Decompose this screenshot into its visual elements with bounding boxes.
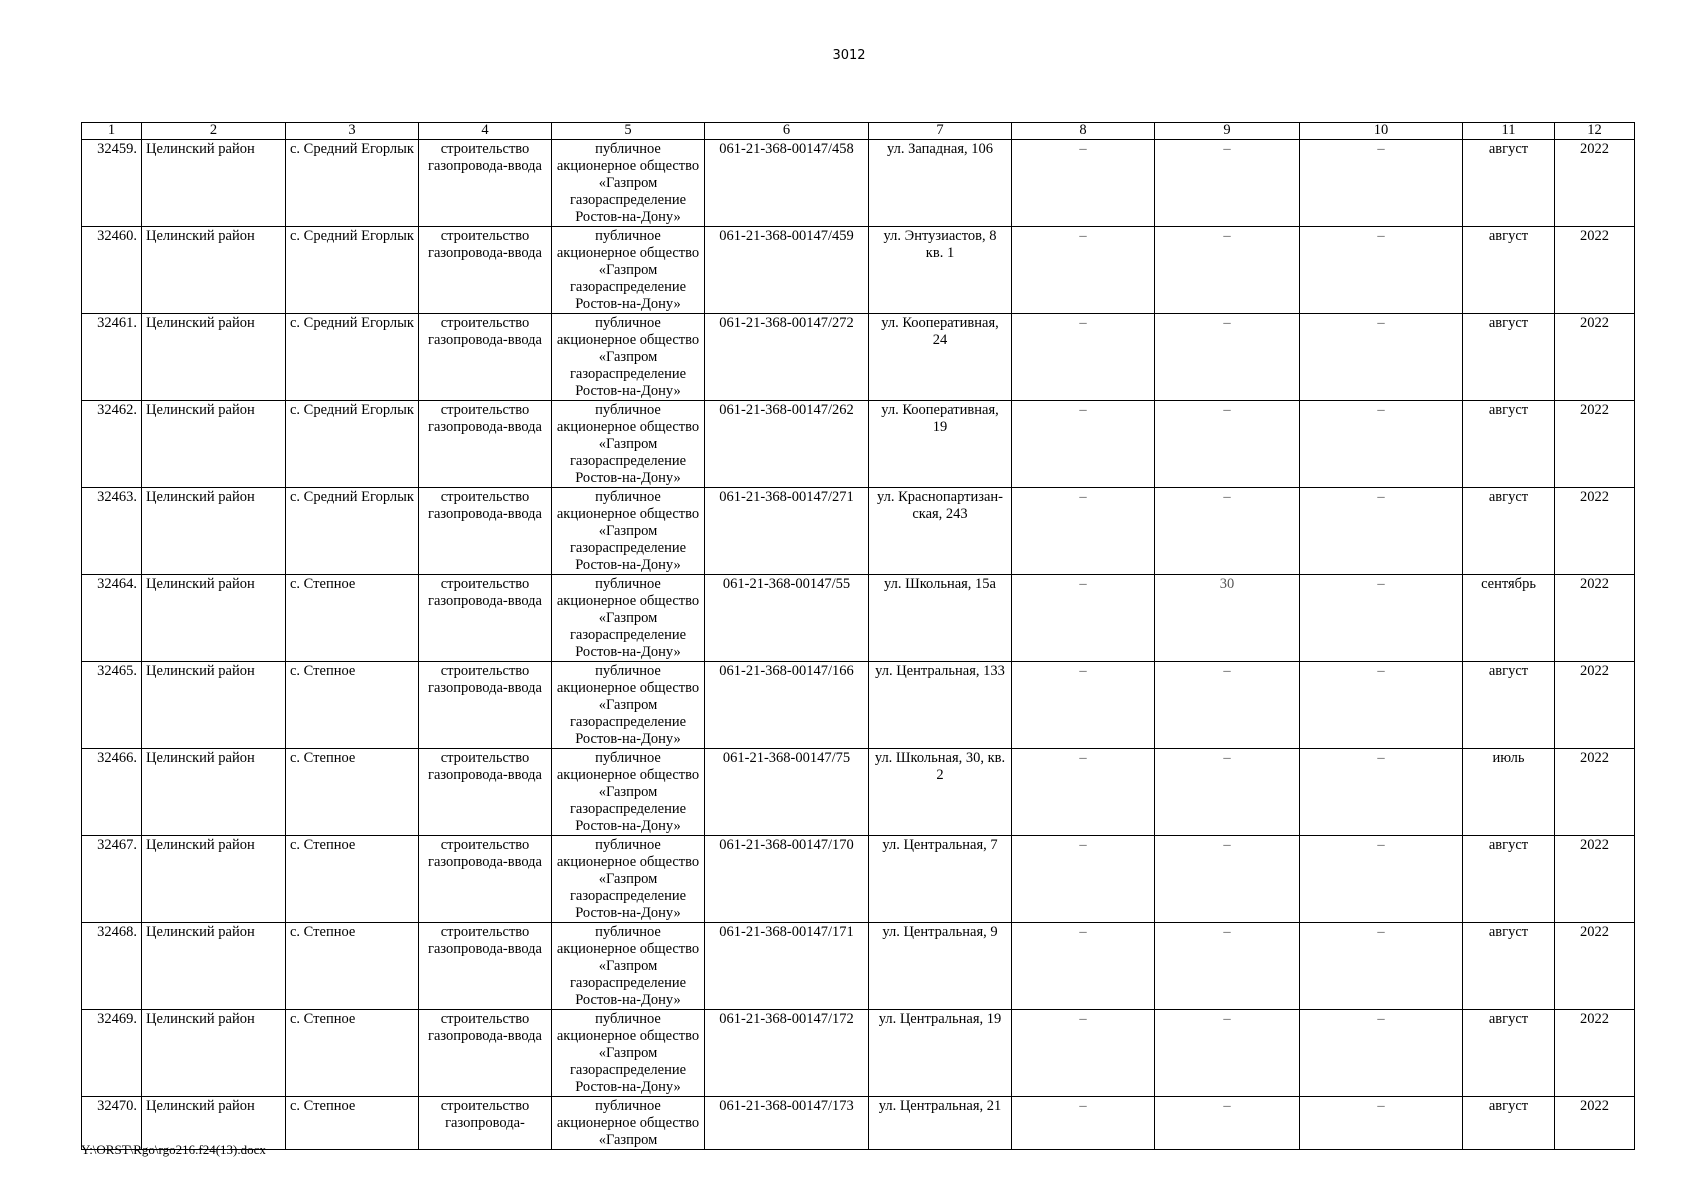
settlement-cell: с. Степное: [286, 836, 419, 923]
settlement-cell: с. Степное: [286, 575, 419, 662]
month-cell: август: [1463, 1097, 1555, 1150]
address-cell: ул. Кооперативная, 19: [869, 401, 1012, 488]
column-9-cell: –: [1155, 140, 1300, 227]
table-row: [82, 401, 1635, 488]
district-cell: Целинский район: [142, 314, 286, 401]
object-code-cell: 061-21-368-00147/173: [705, 1097, 869, 1150]
year-cell: 2022: [1555, 1097, 1635, 1150]
table-row: [82, 314, 1635, 401]
settlement-cell: с. Степное: [286, 1010, 419, 1097]
column-9-cell: –: [1155, 488, 1300, 575]
table-row: [82, 1097, 1635, 1150]
work-type-cell: строительство газопровода-ввода: [419, 140, 552, 227]
table-row: [82, 140, 1635, 227]
year-cell: 2022: [1555, 488, 1635, 575]
column-10-cell: –: [1300, 227, 1463, 314]
object-code-cell: 061-21-368-00147/459: [705, 227, 869, 314]
column-header-12: 12: [1555, 123, 1635, 140]
organization-cell: публичное акционерное общество «Газпром газораспределение Ростов-на-Дону»: [552, 401, 705, 488]
row-number: 32464.: [82, 575, 142, 662]
address-cell: ул. Школьная, 15а: [869, 575, 1012, 662]
row-number: 32460.: [82, 227, 142, 314]
row-number: 32461.: [82, 314, 142, 401]
address-cell: ул. Школьная, 30, кв. 2: [869, 749, 1012, 836]
column-8-cell: –: [1012, 1097, 1155, 1150]
object-code-cell: 061-21-368-00147/262: [705, 401, 869, 488]
work-type-cell: строительство газопровода-ввода: [419, 662, 552, 749]
column-8-cell: –: [1012, 575, 1155, 662]
column-9-cell: –: [1155, 749, 1300, 836]
column-10-cell: –: [1300, 401, 1463, 488]
row-number: 32465.: [82, 662, 142, 749]
district-cell: Целинский район: [142, 662, 286, 749]
address-cell: ул. Западная, 106: [869, 140, 1012, 227]
district-cell: Целинский район: [142, 749, 286, 836]
column-8-cell: –: [1012, 488, 1155, 575]
column-header-8: 8: [1012, 123, 1155, 140]
work-type-cell: строительство газопровода-ввода: [419, 749, 552, 836]
column-header-3: 3: [286, 123, 419, 140]
column-header-7: 7: [869, 123, 1012, 140]
month-cell: август: [1463, 314, 1555, 401]
organization-cell: публичное акционерное общество «Газпром газораспределение Ростов-на-Дону»: [552, 1010, 705, 1097]
district-cell: Целинский район: [142, 923, 286, 1010]
work-type-cell: строительство газопровода-ввода: [419, 488, 552, 575]
page-number: 3012: [832, 48, 866, 63]
district-cell: Целинский район: [142, 575, 286, 662]
month-cell: август: [1463, 140, 1555, 227]
district-cell: Целинский район: [142, 1010, 286, 1097]
settlement-cell: с. Степное: [286, 749, 419, 836]
address-cell: ул. Центральная, 7: [869, 836, 1012, 923]
work-type-cell: строительство газопровода-: [419, 1097, 552, 1150]
settlement-cell: с. Степное: [286, 662, 419, 749]
file-path-footer: Y:\ORST\Rgo\rgo216.f24(13).docx: [81, 1142, 266, 1157]
year-cell: 2022: [1555, 662, 1635, 749]
column-8-cell: –: [1012, 1010, 1155, 1097]
table-row: [82, 836, 1635, 923]
table-row: [82, 662, 1635, 749]
column-header-1: 1: [82, 123, 142, 140]
column-8-cell: –: [1012, 662, 1155, 749]
organization-cell: публичное акционерное общество «Газпром газораспределение Ростов-на-Дону»: [552, 575, 705, 662]
year-cell: 2022: [1555, 749, 1635, 836]
work-type-cell: строительство газопровода-ввода: [419, 836, 552, 923]
column-10-cell: –: [1300, 575, 1463, 662]
row-number: 32466.: [82, 749, 142, 836]
row-number: 32462.: [82, 401, 142, 488]
district-cell: Целинский район: [142, 140, 286, 227]
address-cell: ул. Центральная, 21: [869, 1097, 1012, 1150]
object-code-cell: 061-21-368-00147/55: [705, 575, 869, 662]
column-10-cell: –: [1300, 488, 1463, 575]
column-10-cell: –: [1300, 749, 1463, 836]
year-cell: 2022: [1555, 314, 1635, 401]
work-type-cell: строительство газопровода-ввода: [419, 401, 552, 488]
address-cell: ул. Энтузиастов, 8 кв. 1: [869, 227, 1012, 314]
column-9-cell: –: [1155, 227, 1300, 314]
column-header-4: 4: [419, 123, 552, 140]
organization-cell: публичное акционерное общество «Газпром газораспределение Ростов-на-Дону»: [552, 314, 705, 401]
year-cell: 2022: [1555, 227, 1635, 314]
table-row: [82, 227, 1635, 314]
column-10-cell: –: [1300, 923, 1463, 1010]
column-header-6: 6: [705, 123, 869, 140]
column-header-5: 5: [552, 123, 705, 140]
column-9-cell: –: [1155, 836, 1300, 923]
month-cell: август: [1463, 662, 1555, 749]
settlement-cell: с. Средний Егорлык: [286, 314, 419, 401]
month-cell: август: [1463, 836, 1555, 923]
work-type-cell: строительство газопровода-ввода: [419, 1010, 552, 1097]
settlement-cell: с. Степное: [286, 1097, 419, 1150]
object-code-cell: 061-21-368-00147/458: [705, 140, 869, 227]
registry-table: [81, 122, 1635, 1150]
row-number: 32469.: [82, 1010, 142, 1097]
object-code-cell: 061-21-368-00147/166: [705, 662, 869, 749]
month-cell: июль: [1463, 749, 1555, 836]
settlement-cell: с. Средний Егорлык: [286, 140, 419, 227]
settlement-cell: с. Степное: [286, 923, 419, 1010]
organization-cell: публичное акционерное общество «Газпром газораспределение Ростов-на-Дону»: [552, 749, 705, 836]
settlement-cell: с. Средний Егорлык: [286, 227, 419, 314]
column-8-cell: –: [1012, 140, 1155, 227]
object-code-cell: 061-21-368-00147/172: [705, 1010, 869, 1097]
column-9-cell: –: [1155, 1010, 1300, 1097]
column-8-cell: –: [1012, 836, 1155, 923]
district-cell: Целинский район: [142, 1097, 286, 1150]
column-10-cell: –: [1300, 314, 1463, 401]
column-10-cell: –: [1300, 1010, 1463, 1097]
object-code-cell: 061-21-368-00147/272: [705, 314, 869, 401]
district-cell: Целинский район: [142, 836, 286, 923]
table-row: [82, 575, 1635, 662]
settlement-cell: с. Средний Егорлык: [286, 401, 419, 488]
work-type-cell: строительство газопровода-ввода: [419, 227, 552, 314]
district-cell: Целинский район: [142, 227, 286, 314]
column-9-cell: –: [1155, 923, 1300, 1010]
column-10-cell: –: [1300, 1097, 1463, 1150]
organization-cell: публичное акционерное общество «Газпром газораспределение Ростов-на-Дону»: [552, 488, 705, 575]
organization-cell: публичное акционерное общество «Газпром газораспределение Ростов-на-Дону»: [552, 140, 705, 227]
column-10-cell: –: [1300, 662, 1463, 749]
column-9-cell: –: [1155, 401, 1300, 488]
table-row: [82, 749, 1635, 836]
column-8-cell: –: [1012, 923, 1155, 1010]
column-8-cell: –: [1012, 401, 1155, 488]
organization-cell: публичное акционерное общество «Газпром газораспределение Ростов-на-Дону»: [552, 662, 705, 749]
month-cell: сентябрь: [1463, 575, 1555, 662]
column-header-9: 9: [1155, 123, 1300, 140]
address-cell: ул. Центральная, 9: [869, 923, 1012, 1010]
column-header-11: 11: [1463, 123, 1555, 140]
column-9-cell: –: [1155, 662, 1300, 749]
table-body: [82, 123, 1635, 1150]
column-8-cell: –: [1012, 749, 1155, 836]
work-type-cell: строительство газопровода-ввода: [419, 575, 552, 662]
address-cell: ул. Центральная, 19: [869, 1010, 1012, 1097]
organization-cell: публичное акционерное общество «Газпром газораспределение Ростов-на-Дону»: [552, 836, 705, 923]
column-10-cell: –: [1300, 836, 1463, 923]
table-row: [82, 923, 1635, 1010]
object-code-cell: 061-21-368-00147/271: [705, 488, 869, 575]
column-9-cell: –: [1155, 1097, 1300, 1150]
address-cell: ул. Краснопартизан-ская, 243: [869, 488, 1012, 575]
organization-cell: публичное акционерное общество «Газпром газораспределение Ростов-на-Дону»: [552, 923, 705, 1010]
column-10-cell: –: [1300, 140, 1463, 227]
address-cell: ул. Кооперативная, 24: [869, 314, 1012, 401]
column-8-cell: –: [1012, 314, 1155, 401]
table-row: [82, 1010, 1635, 1097]
work-type-cell: строительство газопровода-ввода: [419, 923, 552, 1010]
address-cell: ул. Центральная, 133: [869, 662, 1012, 749]
column-header-10: 10: [1300, 123, 1463, 140]
settlement-cell: с. Средний Егорлык: [286, 488, 419, 575]
table-row: [82, 488, 1635, 575]
object-code-cell: 061-21-368-00147/75: [705, 749, 869, 836]
month-cell: август: [1463, 227, 1555, 314]
district-cell: Целинский район: [142, 401, 286, 488]
row-number: 32459.: [82, 140, 142, 227]
year-cell: 2022: [1555, 140, 1635, 227]
organization-cell: публичное акционерное общество «Газпром газораспределение Ростов-на-Дону»: [552, 227, 705, 314]
work-type-cell: строительство газопровода-ввода: [419, 314, 552, 401]
district-cell: Целинский район: [142, 488, 286, 575]
month-cell: август: [1463, 401, 1555, 488]
month-cell: август: [1463, 1010, 1555, 1097]
organization-cell: публичное акционерное общество «Газпром: [552, 1097, 705, 1150]
column-9-cell: –: [1155, 314, 1300, 401]
row-number: 32463.: [82, 488, 142, 575]
month-cell: август: [1463, 923, 1555, 1010]
column-header-2: 2: [142, 123, 286, 140]
year-cell: 2022: [1555, 836, 1635, 923]
year-cell: 2022: [1555, 401, 1635, 488]
year-cell: 2022: [1555, 1010, 1635, 1097]
month-cell: август: [1463, 488, 1555, 575]
column-header-row: [82, 123, 1635, 140]
object-code-cell: 061-21-368-00147/171: [705, 923, 869, 1010]
object-code-cell: 061-21-368-00147/170: [705, 836, 869, 923]
year-cell: 2022: [1555, 923, 1635, 1010]
column-8-cell: –: [1012, 227, 1155, 314]
row-number: 32470.: [82, 1097, 142, 1150]
column-9-cell: 30: [1155, 575, 1300, 662]
row-number: 32468.: [82, 923, 142, 1010]
year-cell: 2022: [1555, 575, 1635, 662]
row-number: 32467.: [82, 836, 142, 923]
